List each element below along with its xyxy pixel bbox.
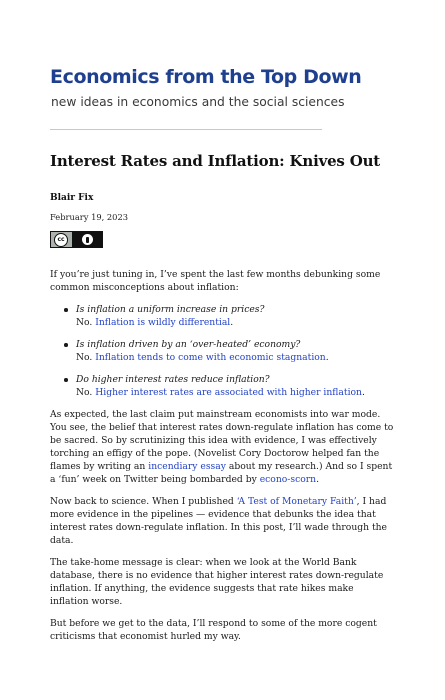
- bullet-answer-link[interactable]: Inflation tends to come with economic stagnation: [95, 352, 326, 363]
- bullet-answer-link[interactable]: Inflation is wildly differential: [95, 317, 231, 328]
- article-body: [50, 268, 395, 652]
- bullet-question: Is inflation driven by an ‘over-heated’ economy?: [76, 339, 301, 350]
- site-title[interactable]: Economics from the Top Down: [50, 66, 362, 88]
- site-subtitle: new ideas in economics and the social sciences: [51, 95, 345, 109]
- paragraph-take-home: The take-home message is clear: when we look at the World Bank database, there is no evidence that higher interest rates down-regulate inflation. If anything, the evidence suggests that rate hikes make inflation worse.: [50, 557, 384, 607]
- paragraph-science: [50, 495, 395, 547]
- bullet-answer-suffix: .: [361, 387, 365, 398]
- list-item: [50, 303, 395, 329]
- cc-by-license-badge[interactable]: [50, 231, 103, 248]
- text-span: As expected, the last claim put mainstream economists into war mode. You see, the belief that interest rates down-regulate inflation has come to be sacred. So by scrutinizing this idea with evidence, I was effectively torching an effigy of the pope. (Novelist Cory Doctorow helped fan the flames by writing an: [50, 409, 394, 472]
- bullet-answer-link[interactable]: Higher interest rates are associated with higher inflation: [95, 387, 362, 398]
- bullet-question: Is inflation a uniform increase in prices?: [76, 304, 265, 315]
- cc-icon: cc: [54, 233, 68, 247]
- bullet-answer-prefix: No.: [76, 387, 93, 398]
- list-item: [50, 373, 395, 399]
- by-attribution-icon: [72, 232, 102, 247]
- bullet-answer-suffix: .: [230, 317, 234, 328]
- bullet-answer-prefix: No.: [76, 352, 93, 363]
- paragraph-criticisms: But before we get to the data, I’ll respond to some of the more cogent criticisms that economist hurled my way.: [50, 618, 377, 642]
- bullet-answer-prefix: No.: [76, 317, 93, 328]
- text-span: , I had more evidence in the pipelines — evidence that debunks the idea that interest rates down-regulate inflation. In this post, I’ll wade through the data.: [50, 496, 387, 546]
- bullet-answer-suffix: .: [325, 352, 329, 363]
- publish-date: February 19, 2023: [50, 212, 129, 222]
- text-span: about my research.) And so I spent a ‘fun’ week on Twitter being bombarded by: [50, 461, 393, 485]
- econo-scorn-link[interactable]: econo-scorn: [259, 474, 317, 485]
- text-span: .: [316, 474, 319, 485]
- article-title: Interest Rates and Inflation: Knives Out: [50, 152, 380, 170]
- bullet-question: Do higher interest rates reduce inflation?: [76, 374, 270, 385]
- incendiary-essay-link[interactable]: incendiary essay: [148, 461, 226, 472]
- paragraph-war-mode: [50, 408, 395, 486]
- header-divider: [50, 129, 322, 130]
- misconception-list: [50, 303, 395, 399]
- monetary-faith-link[interactable]: ‘A Test of Monetary Faith’: [236, 496, 357, 507]
- list-item: [50, 338, 395, 364]
- intro-paragraph: If you’re just tuning in, I’ve spent the last few months debunking some common misconceptions about inflation:: [50, 269, 381, 293]
- author-name: Blair Fix: [50, 193, 94, 203]
- text-span: Now back to science. When I published: [50, 496, 237, 507]
